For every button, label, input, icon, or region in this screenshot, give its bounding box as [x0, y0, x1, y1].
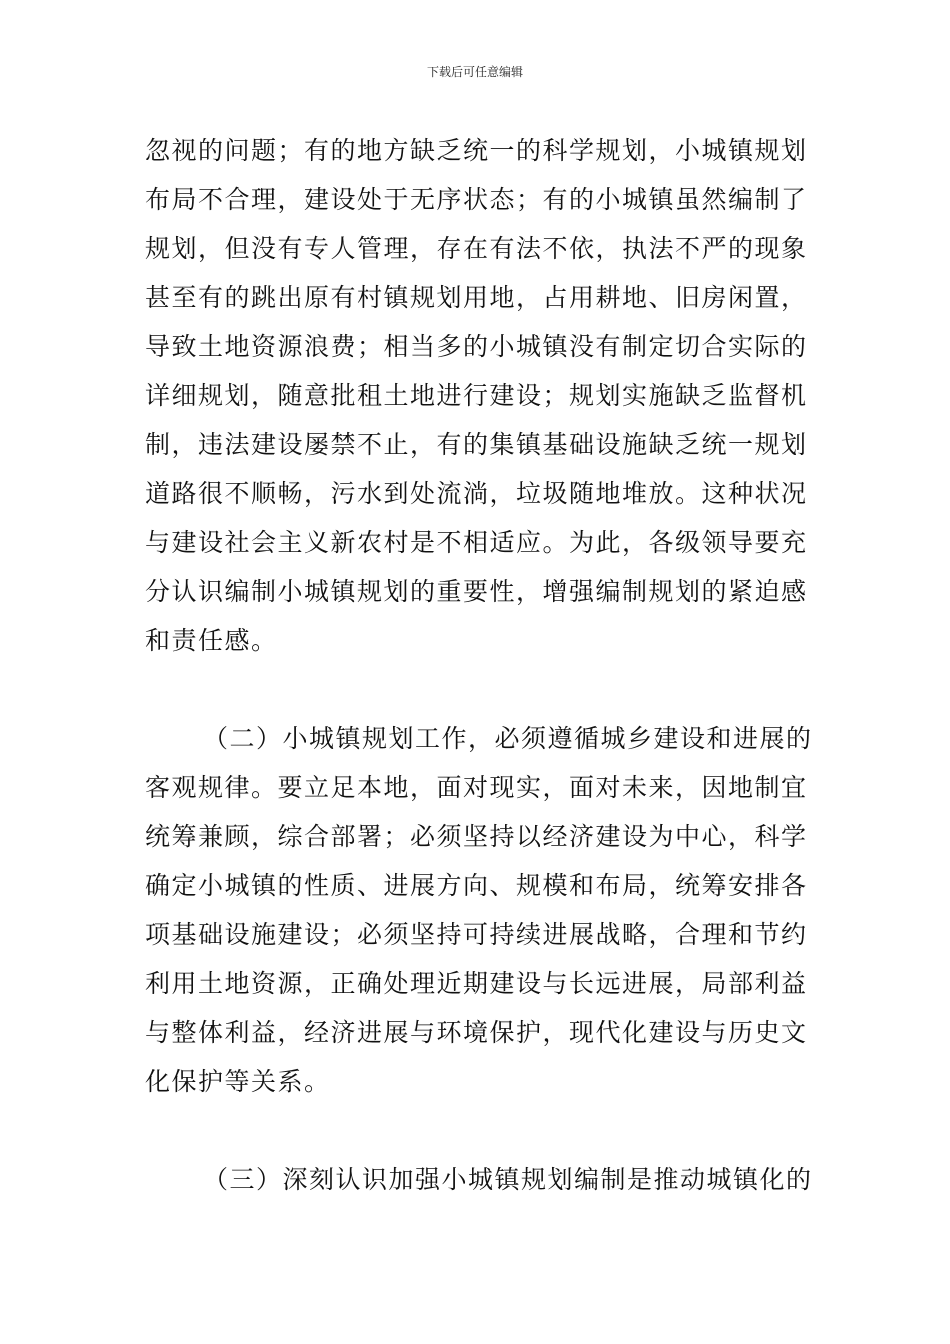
text-line: 甚至有的跳出原有村镇规划用地，占用耕地、旧房闲置，: [145, 283, 808, 312]
paragraph-gap: [145, 665, 810, 714]
text-line: 化保护等关系。: [145, 1067, 331, 1096]
text-line: 确定小城镇的性质、进展方向、规模和布局，统筹安排各: [145, 871, 808, 900]
text-line: 项基础设施建设；必须坚持可持续进展战略，合理和节约: [145, 920, 808, 949]
text-line: （二）小城镇规划工作，必须遵循城乡建设和进展的: [203, 724, 813, 753]
text-line: 布局不合理，建设处于无序状态；有的小城镇虽然编制了: [145, 185, 808, 214]
page-header: 下载后可任意编辑: [426, 65, 523, 79]
text-line: 利用土地资源，正确处理近期建设与长远进展，局部利益: [145, 969, 808, 998]
text-line: 制，违法建设屡禁不止，有的集镇基础设施缺乏统一规划: [145, 430, 808, 459]
paragraph-2: [145, 714, 813, 1106]
text-line: 规划，但没有专人管理，存在有法不依，执法不严的现象: [145, 234, 808, 263]
text-line: 统筹兼顾，综合部署；必须坚持以经济建设为中心，科学: [145, 822, 808, 851]
text-line: 和责任感。: [145, 626, 278, 655]
text-line: 与建设社会主义新农村是不相适应。为此，各级领导要充: [145, 528, 808, 557]
text-line: 分认识编制小城镇规划的重要性，增强编制规划的紧迫感: [145, 577, 808, 606]
paragraph-gap: [145, 1106, 810, 1155]
text-line: （三）深刻认识加强小城镇规划编制是推动城镇化的: [203, 1165, 813, 1194]
text-line: 详细规划，随意批租土地进行建设；规划实施缺乏监督机: [145, 381, 808, 410]
text-line: 道路很不顺畅，污水到处流淌，垃圾随地堆放。这种状况: [145, 479, 808, 508]
body-text: [145, 126, 813, 1204]
text-line: 客观规律。要立足本地，面对现实，面对未来，因地制宜: [145, 773, 808, 802]
text-line: 导致土地资源浪费；相当多的小城镇没有制定切合实际的: [145, 332, 808, 361]
paragraph-3: [145, 1155, 813, 1204]
text-line: 与整体利益，经济进展与环境保护，现代化建设与历史文: [145, 1018, 808, 1047]
text-line: 忽视的问题；有的地方缺乏统一的科学规划，小城镇规划: [145, 136, 808, 165]
paragraph-1: [145, 126, 810, 665]
